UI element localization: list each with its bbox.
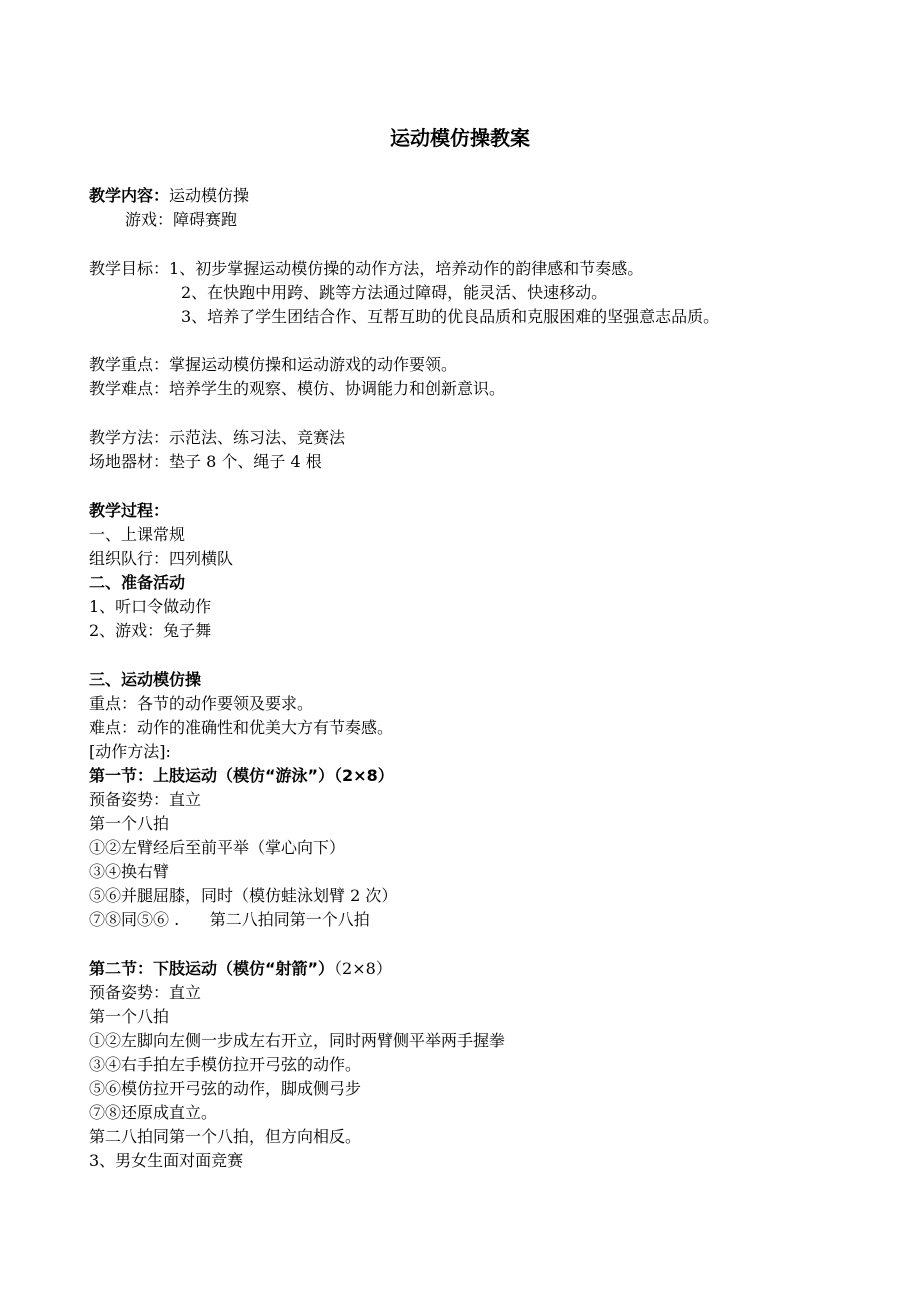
goals-line-1 (89, 258, 643, 280)
section2-step-1: ①②左脚向左侧一步成左右开立，同时两臂侧平举两手握拳 (89, 1031, 506, 1050)
section2-step-2: ③④右手拍左手模仿拉开弓弦的动作。 (89, 1055, 362, 1074)
game-value: 障碍赛跑 (173, 210, 238, 229)
goal-item-1: 1、初步掌握运动模仿操的动作方法，培养动作的韵律感和节奏感。 (169, 259, 644, 278)
section1-step-3: ⑤⑥并腿屈膝，同时（模仿蛙泳划臂 2 次） (89, 886, 398, 905)
goals-label: 教学目标： (89, 259, 170, 278)
section2-heading: 第二节：下肢运动（模仿“射箭”） (89, 959, 335, 978)
content-value: 运动模仿操 (169, 186, 250, 205)
equipment: 场地器材：垫子 8 个、绳子 4 根 (89, 452, 322, 471)
section2-beat-label: 第一个八拍 (89, 1007, 170, 1026)
warmup-item-1: 1、听口令做动作 (89, 597, 212, 616)
hard-line: 难点：动作的准确性和优美大方有节奏感。 (89, 718, 394, 737)
section2-heading-suffix: （2×8） (334, 959, 392, 978)
process-heading: 教学过程： (89, 501, 170, 520)
warmup-item-2: 2、游戏：兔子舞 (89, 621, 212, 640)
section1-step-4: ⑦⑧同⑤⑥ . 第二八拍同第一个八拍 (89, 910, 370, 929)
method-label: [动作方法]: (89, 742, 171, 761)
part3-heading: 三、运动模仿操 (89, 670, 202, 689)
focus-line: 重点：各节的动作要领及要求。 (89, 694, 314, 713)
formation: 组织队行：四列横队 (89, 549, 234, 568)
key-point: 教学重点：掌握运动模仿操和运动游戏的动作要领。 (89, 355, 458, 374)
goal-item-2: 2、在快跑中用跨、跳等方法通过障碍，能灵活、快速移动。 (181, 283, 608, 302)
difficulty: 教学难点：培养学生的观察、模仿、协调能力和创新意识。 (89, 379, 506, 398)
part1-heading: 一、上课常规 (89, 525, 186, 544)
section1-step-2: ③④换右臂 (89, 862, 170, 881)
section2-step-3: ⑤⑥模仿拉开弓弦的动作，脚成侧弓步 (89, 1079, 362, 1098)
content-label: 教学内容： (89, 186, 170, 205)
goal-item-3: 3、培养了学生团结合作、互帮互助的优良品质和克服困难的坚强意志品质。 (181, 307, 720, 326)
section2-heading-line (89, 958, 392, 980)
section2-second-beat: 第二八拍同第一个八拍，但方向相反。 (89, 1127, 362, 1146)
section1-beat-label: 第一个八拍 (89, 814, 170, 833)
part2-heading: 二、准备活动 (89, 573, 186, 592)
section2-step-4: ⑦⑧还原成直立。 (89, 1103, 218, 1122)
game-label: 游戏： (125, 210, 174, 229)
competition-line: 3、男女生面对面竞赛 (89, 1151, 244, 1170)
game-line (125, 209, 237, 231)
section1-heading: 第一节：上肢运动（模仿“游泳”）（2×8） (89, 766, 394, 785)
section2-ready: 预备姿势：直立 (89, 983, 202, 1002)
section1-step-1: ①②左臂经后至前平举（掌心向下） (89, 838, 346, 857)
page-title: 运动模仿操教案 (390, 126, 530, 150)
teaching-method: 教学方法：示范法、练习法、竞赛法 (89, 428, 346, 447)
content-line (89, 185, 249, 207)
section1-ready: 预备姿势：直立 (89, 790, 202, 809)
